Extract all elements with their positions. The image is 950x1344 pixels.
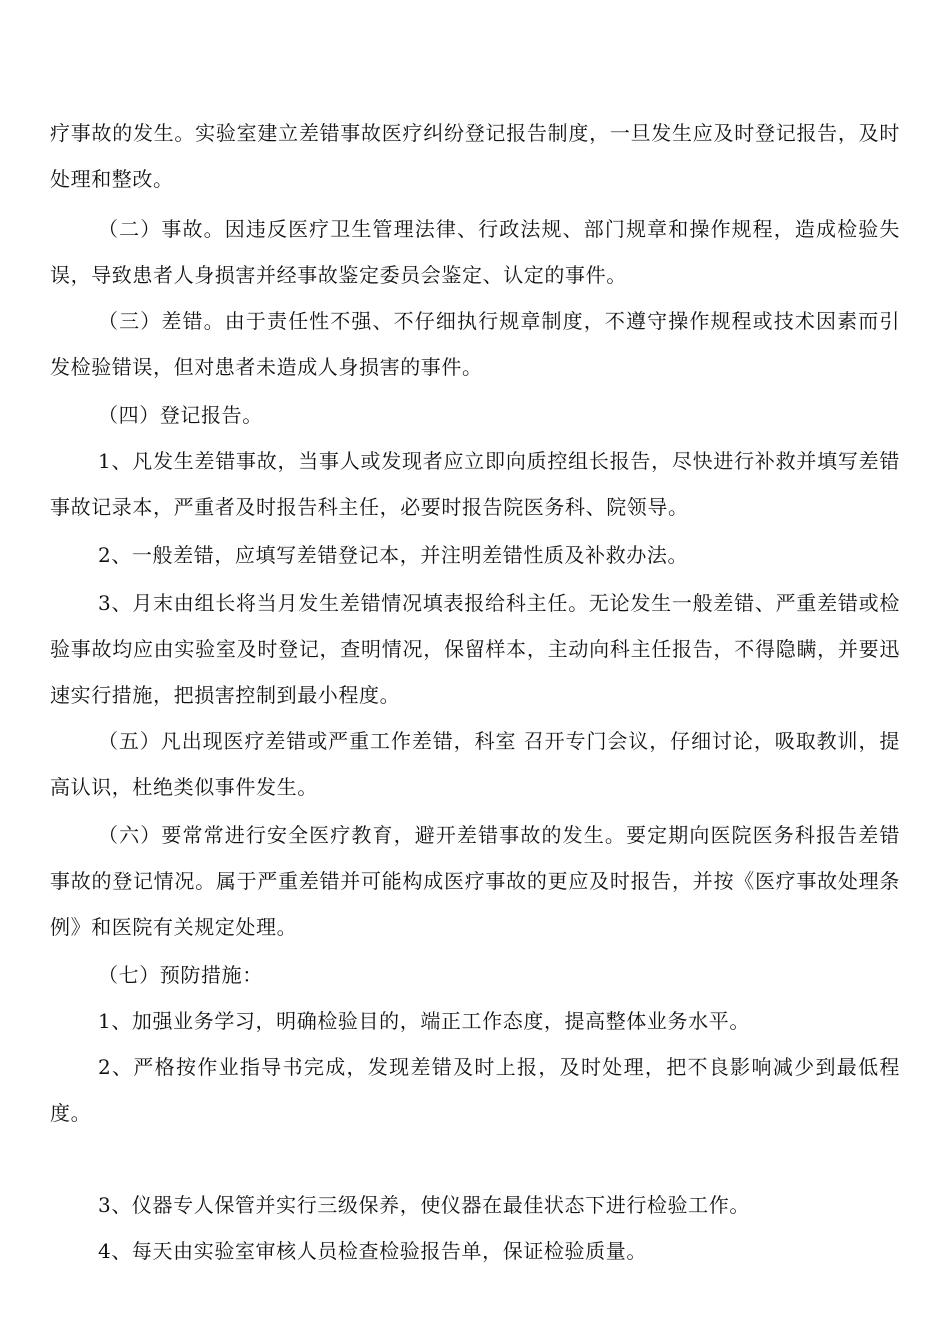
paragraph-continuation: 疗事故的发生。实验室建立差错事故医疗纠纷登记报告制度，一旦发生应及时登记报告，及时处理和整改。 <box>50 121 900 191</box>
paragraph-prevention-item-1: 1、加强业务学习，明确检验目的，端正工作态度，提高整体业务水平。 <box>98 1009 750 1033</box>
paragraph-registration-item-3: 3、月末由组长将当月发生差错情况填表报给科主任。无论发生一般差错、严重差错或检验事故均应由实验室及时登记，查明情况，保留样本，主动向科主任报告，不得隐瞒，并要迅速实行措施，把损害控制到最小程度。 <box>50 591 900 707</box>
paragraph-prevention-item-3: 3、仪器专人保管并实行三级保养，使仪器在最佳状态下进行检验工作。 <box>98 1193 750 1217</box>
paragraph-registration-item-1: 1、凡发生差错事故，当事人或发现者应立即向质控组长报告，尽快进行补救并填写差错事故记录本，严重者及时报告科主任，必要时报告院医务科、院领导。 <box>50 449 900 519</box>
paragraph-accident: （二）事故。因违反医疗卫生管理法律、行政法规、部门规章和操作规程，造成检验失误，导致患者人身损害并经事故鉴定委员会鉴定、认定的事件。 <box>50 217 900 287</box>
paragraph-registration-heading: （四）登记报告。 <box>98 403 263 427</box>
paragraph-prevention-item-2: 2、严格按作业指导书完成，发现差错及时上报，及时处理，把不良影响减少到最低程度。 <box>50 1055 900 1125</box>
paragraph-error: （三）差错。由于责任性不强、不仔细执行规章制度，不遵守操作规程或技术因素而引发检验错误，但对患者未造成人身损害的事件。 <box>50 309 900 379</box>
paragraph-registration-item-2: 2、一般差错，应填写差错登记本，并注明差错性质及补救办法。 <box>98 543 689 567</box>
paragraph-prevention-heading: （七）预防措施： <box>98 963 263 987</box>
paragraph-meeting: （五）凡出现医疗差错或严重工作差错，科室 召开专门会议，仔细讨论，吸取教训，提高认识，杜绝类似事件发生。 <box>50 729 900 799</box>
paragraph-prevention-item-4: 4、每天由实验室审核人员检查检验报告单，保证检验质量。 <box>98 1239 647 1263</box>
paragraph-safety-education: （六）要常常进行安全医疗教育，避开差错事故的发生。要定期向医院医务科报告差错事故的登记情况。属于严重差错并可能构成医疗事故的更应及时报告，并按《医疗事故处理条例》和医院有关规定处理。 <box>50 823 900 939</box>
